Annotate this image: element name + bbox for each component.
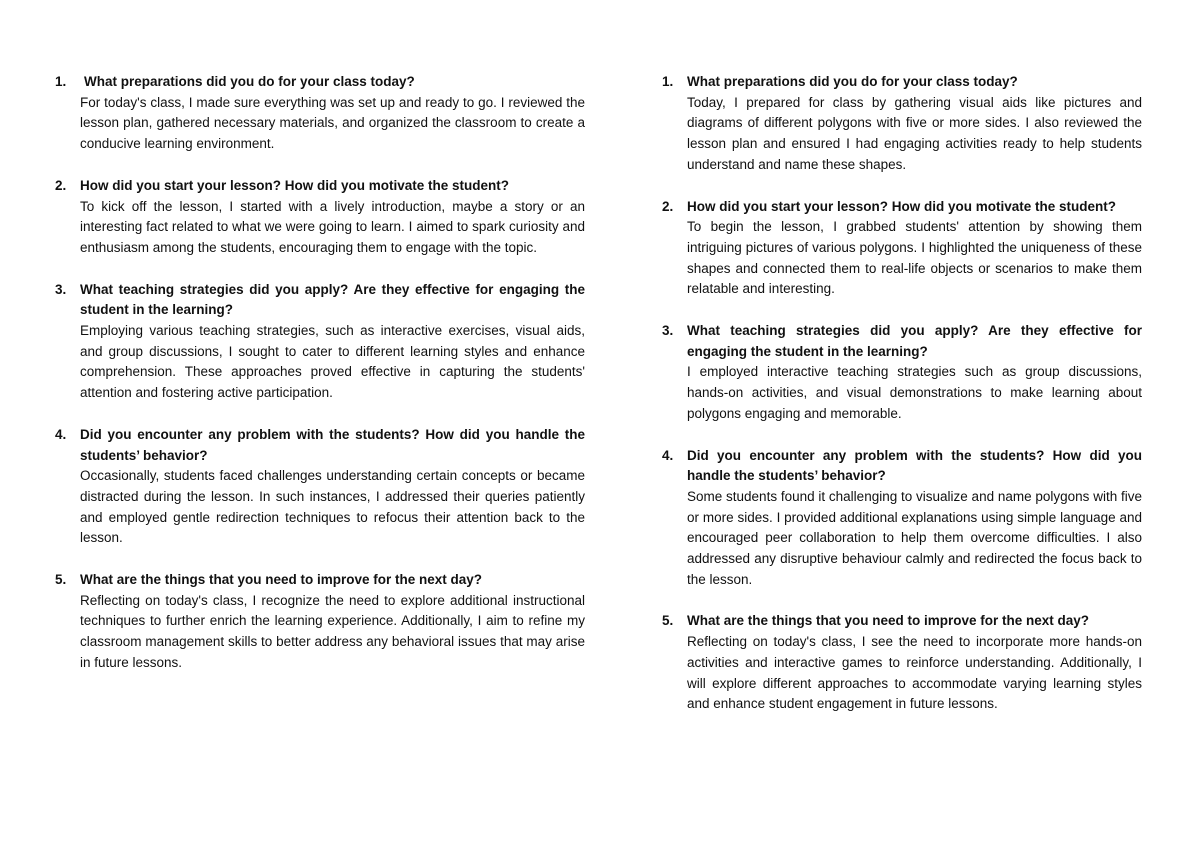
question: What teaching strategies did you apply? Are they effective for engaging the student in the learning? <box>687 323 1142 359</box>
item-number: 3. <box>662 323 674 339</box>
question: What are the things that you need to improve for the next day? <box>80 572 483 588</box>
item-number: 1. <box>55 74 67 89</box>
answer: Today, I prepared for class by gathering visual aids like pictures and diagrams of different polygons with five or more sides. I also reviewed the lesson plan and ensured I had engaging activities ready to help students understand and name these shapes. <box>687 94 1142 172</box>
question: How did you start your lesson? How did you motivate the student? <box>687 198 1117 214</box>
item-number: 5. <box>55 572 67 588</box>
answer: To kick off the lesson, I started with a lively introduction, maybe a story or an interesting fact related to what we were going to learn. I aimed to spark curiosity and enthusiasm among the students, encouraging them to engage with the topic. <box>80 198 585 255</box>
right-column <box>662 72 1142 736</box>
answer: For today's class, I made sure everything was set up and ready to go. I reviewed the lesson plan, gathered necessary materials, and organized the classroom to create a conducive learning environment. <box>80 94 585 152</box>
answer: I employed interactive teaching strategies such as group discussions, hands-on activities, and visual demonstrations to make learning about polygons engaging and memorable. <box>687 364 1142 421</box>
qa-item <box>55 72 585 155</box>
question: Did you encounter any problem with the students? How did you handle the students’ behavior? <box>80 426 585 463</box>
qa-item <box>662 321 1142 425</box>
item-number: 4. <box>662 447 674 463</box>
item-number: 5. <box>662 613 674 629</box>
qa-item <box>55 280 585 404</box>
qa-item <box>662 72 1142 176</box>
qa-item <box>662 197 1142 301</box>
question: What teaching strategies did you apply? Are they effective for engaging the student in the learning? <box>80 281 585 318</box>
question: How did you start your lesson? How did you motivate the student? <box>80 177 510 193</box>
answer: To begin the lesson, I grabbed students' attention by showing them intriguing pictures of various polygons. I highlighted the uniqueness of these shapes and connected them to real-life objects or scenarios to make them relatable and interesting. <box>687 219 1142 297</box>
item-number: 2. <box>662 198 674 214</box>
question: What are the things that you need to improve for the next day? <box>687 613 1090 629</box>
qa-item <box>55 176 585 259</box>
item-number: 1. <box>662 74 674 89</box>
qa-item <box>662 446 1142 591</box>
question: What preparations did you do for your class today? <box>687 74 1018 89</box>
answer: Occasionally, students faced challenges understanding certain concepts or became distracted during the lesson. In such instances, I addressed their queries patiently and employed gentle redirection techniques to refocus their attention back to the lesson. <box>80 468 585 546</box>
qa-item <box>55 570 585 674</box>
answer: Reflecting on today's class, I recognize the need to explore additional instructional techniques to further enrich the learning experience. Additionally, I aim to refine my classroom management skills to better address any behavioral issues that may arise in future lessons. <box>80 592 585 670</box>
question: What preparations did you do for your class today? <box>84 74 415 89</box>
answer: Reflecting on today's class, I see the need to incorporate more hands-on activities and interactive games to reinforce understanding. Additionally, I will explore different approaches to accommodate varying learning styles and enhance student engagement in future lessons. <box>687 634 1142 712</box>
qa-item <box>662 611 1142 715</box>
answer: Some students found it challenging to visualize and name polygons with five or more sides. I provided additional explanations using simple language and encouraged peer collaboration to help them overcome difficulties. I also addressed any disruptive behaviour calmly and redirected the focus back to the lesson. <box>687 488 1142 587</box>
left-column <box>55 72 585 695</box>
qa-item <box>55 425 585 549</box>
answer: Employing various teaching strategies, such as interactive exercises, visual aids, and group discussions, I sought to cater to different learning styles and enhance comprehension. These approaches proved effective in capturing the students' attention and fostering active participation. <box>80 323 585 401</box>
item-number: 2. <box>55 177 67 193</box>
item-number: 4. <box>55 426 67 442</box>
item-number: 3. <box>55 281 67 297</box>
question: Did you encounter any problem with the students? How did you handle the students’ behavior? <box>687 447 1142 484</box>
